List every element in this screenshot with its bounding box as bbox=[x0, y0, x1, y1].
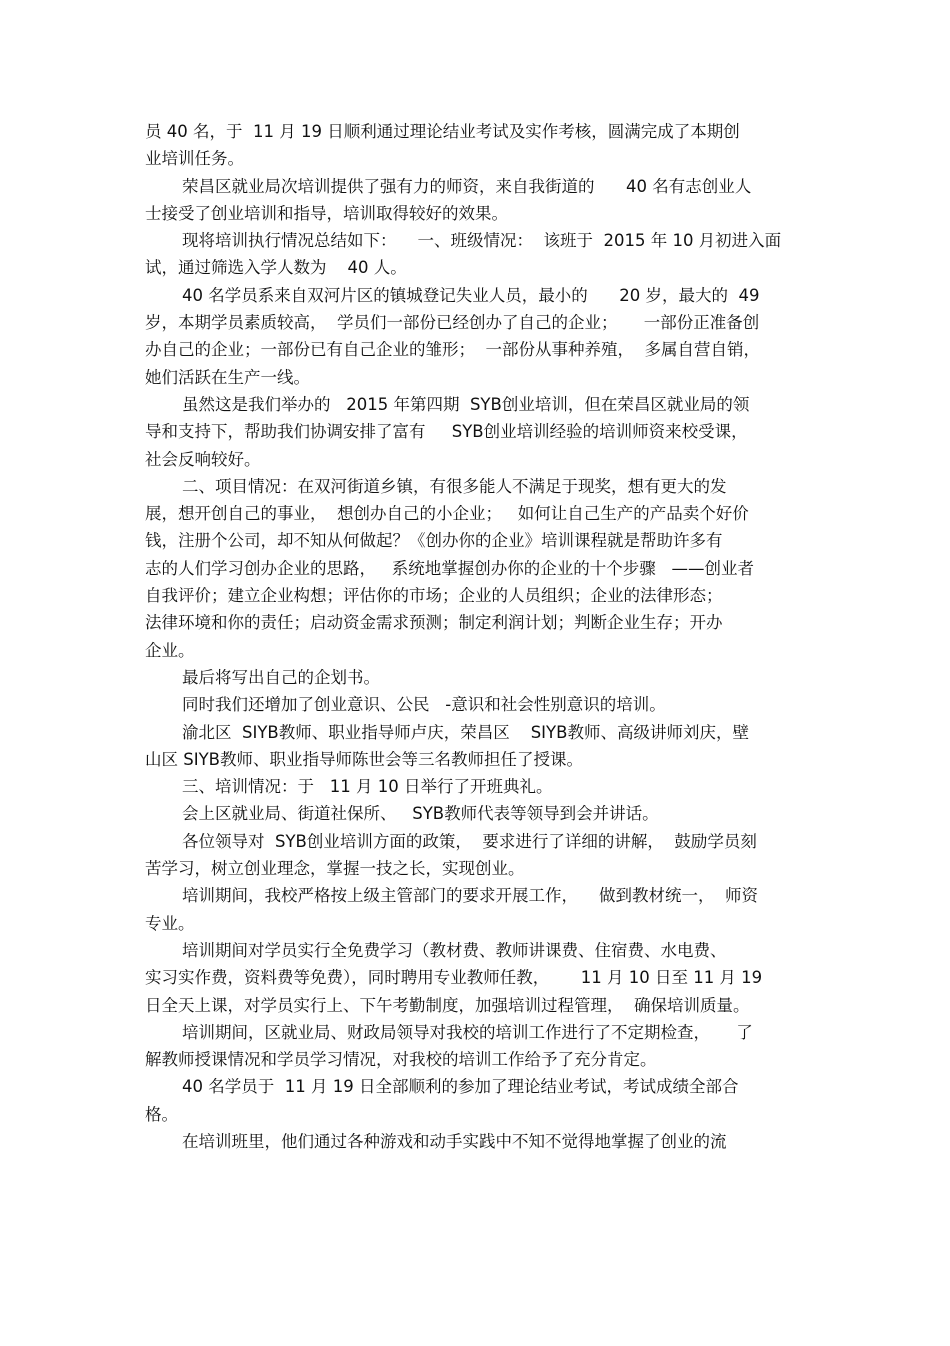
text-line: 岁，本期学员素质较高， 学员们一部份已经创办了自己的企业； 一部份正准备创 bbox=[145, 313, 760, 333]
text-line: 专业。 bbox=[145, 913, 195, 933]
text-line: 培训期间，区就业局、财政局领导对我校的培训工作进行了不定期检查， 了 bbox=[182, 1022, 753, 1042]
text-line: 三、培训情况：于 11 月 10 日举行了开班典礼。 bbox=[182, 777, 553, 797]
text-line: 山区 SIYB教师、职业指导师陈世会等三名教师担任了授课。 bbox=[145, 749, 583, 769]
text-line: 虽然这是我们举办的 2015 年第四期 SYB创业培训，但在荣昌区就业局的领 bbox=[182, 394, 750, 414]
text-line: 展，想开创自己的事业， 想创办自己的小企业； 如何让自己生产的产品卖个好价 bbox=[145, 504, 749, 524]
text-line: 士接受了创业培训和指导，培训取得较好的效果。 bbox=[145, 203, 508, 223]
document-body bbox=[145, 118, 810, 1155]
text-line: 各位领导对 SYB创业培训方面的政策， 要求进行了详细的讲解， 鼓励学员刻 bbox=[182, 831, 757, 851]
text-line: 培训期间，我校严格按上级主管部门的要求开展工作， 做到教材统一， 师资 bbox=[182, 886, 758, 906]
text-line: 志的人们学习创办企业的思路， 系统地掌握创办你的企业的十个步骤 ——创业者 bbox=[145, 558, 754, 578]
text-line: 培训期间对学员实行全免费学习（教材费、教师讲课费、住宿费、水电费、 bbox=[182, 940, 727, 960]
text-line: 40 名学员系来自双河片区的镇城登记失业人员，最小的 20 岁，最大的 49 bbox=[182, 285, 760, 305]
text-line: 荣昌区就业局次培训提供了强有力的师资，来自我街道的 40 名有志创业人 bbox=[182, 176, 752, 196]
text-line: 苦学习，树立创业理念，掌握一技之长，实现创业。 bbox=[145, 859, 525, 879]
text-line: 同时我们还增加了创业意识、公民 -意识和社会性别意识的培训。 bbox=[182, 695, 666, 715]
text-line: 她们活跃在生产一线。 bbox=[145, 367, 310, 387]
text-line: 二、项目情况：在双河街道乡镇，有很多能人不满足于现奖，想有更大的发 bbox=[182, 476, 727, 496]
text-line: 法律环境和你的责任；启动资金需求预测；制定利润计划；判断企业生存；开办 bbox=[145, 613, 723, 633]
text-line: 企业。 bbox=[145, 640, 195, 660]
text-line: 最后将写出自己的企划书。 bbox=[182, 667, 380, 687]
text-line: 导和支持下，帮助我们协调安排了富有 SYB创业培训经验的培训师资来校受课， bbox=[145, 422, 748, 442]
text-line: 办自己的企业；一部份已有自己企业的雏形； 一部份从事种养殖， 多属自营自销， bbox=[145, 340, 760, 360]
text-line: 试，通过筛选入学人数为 40 人。 bbox=[145, 258, 407, 278]
text-line: 自我评价；建立企业构想；评估你的市场；企业的人员组织；企业的法律形态； bbox=[145, 586, 723, 606]
text-line: 员 40 名，于 11 月 19 日顺利通过理论结业考试及实作考核，圆满完成了本期创 bbox=[145, 122, 740, 141]
text-line: 40 名学员于 11 月 19 日全部顺利的参加了理论结业考试，考试成绩全部合 bbox=[182, 1077, 739, 1097]
text-line: 社会反响较好。 bbox=[145, 449, 261, 469]
text-line: 钱，注册个公司，却不知从何做起？《创办你的企业》培训课程就是帮助许多有 bbox=[145, 531, 723, 551]
text-line: 解教师授课情况和学员学习情况，对我校的培训工作给予了充分肯定。 bbox=[145, 1050, 657, 1070]
text-line: 渝北区 SIYB教师、职业指导师卢庆，荣昌区 SIYB教师、高级讲师刘庆，壁 bbox=[182, 722, 749, 742]
text-line: 日全天上课，对学员实行上、下午考勤制度，加强培训过程管理， 确保培训质量。 bbox=[145, 995, 750, 1015]
text-line: 在培训班里，他们通过各种游戏和动手实践中不知不觉得地掌握了创业的流 bbox=[182, 1131, 727, 1151]
text-line: 业培训任务。 bbox=[145, 149, 244, 169]
text-line: 会上区就业局、街道社保所、 SYB教师代表等领导到会并讲话。 bbox=[182, 804, 659, 824]
text-line: 实习实作费，资料费等免费），同时聘用专业教师任教， 11 月 10 日至 11 月 19 bbox=[145, 968, 763, 988]
text-line: 格。 bbox=[145, 1104, 178, 1124]
text-line: 现将培训执行情况总结如下： 一、班级情况： 该班于 2015 年 10 月初进入面 bbox=[182, 231, 782, 251]
